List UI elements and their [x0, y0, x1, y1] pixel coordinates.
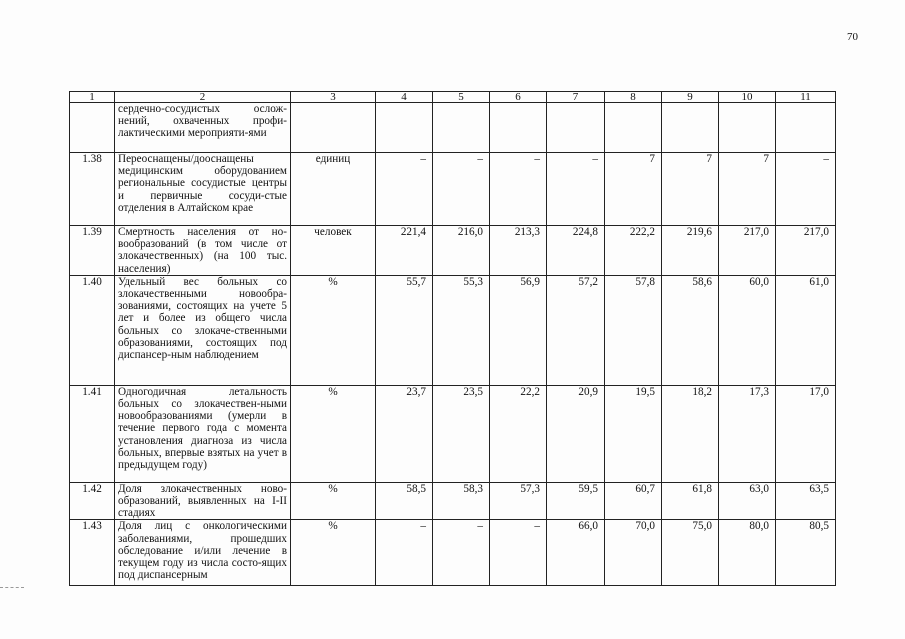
table-row	[70, 482, 836, 520]
value-cell: 219,6	[662, 226, 719, 276]
table-row	[70, 275, 836, 385]
unit: единиц	[291, 153, 376, 226]
value-cell: 63,5	[776, 482, 836, 520]
value-cell: 17,0	[776, 385, 836, 482]
value-cell: 213,3	[490, 226, 547, 276]
indicator-name: сердечно-сосудистых ослож-нений, охваченных профи-лактическими мероприяти-ями	[115, 103, 291, 153]
value-cell: –	[433, 520, 490, 586]
value-cell: 60,0	[719, 275, 776, 385]
value-cell	[719, 103, 776, 153]
value-cell: 20,9	[547, 385, 605, 482]
value-cell	[433, 103, 490, 153]
unit: %	[291, 520, 376, 586]
table-row	[70, 385, 836, 482]
value-cell: 221,4	[376, 226, 433, 276]
row-number: 1.39	[70, 226, 115, 276]
value-cell: 58,5	[376, 482, 433, 520]
value-cell: 217,0	[776, 226, 836, 276]
column-header: 5	[433, 92, 490, 103]
scan-artifact	[0, 587, 24, 590]
page-number: 70	[847, 31, 858, 43]
column-header: 11	[776, 92, 836, 103]
value-cell	[776, 103, 836, 153]
row-number: 1.38	[70, 153, 115, 226]
value-cell: 19,5	[605, 385, 662, 482]
value-cell: 58,6	[662, 275, 719, 385]
value-cell: 58,3	[433, 482, 490, 520]
value-cell: 80,0	[719, 520, 776, 586]
value-cell: 80,5	[776, 520, 836, 586]
column-header: 8	[605, 92, 662, 103]
value-cell: 23,7	[376, 385, 433, 482]
header-row	[70, 92, 836, 103]
value-cell: 18,2	[662, 385, 719, 482]
value-cell: 59,5	[547, 482, 605, 520]
value-cell: 22,2	[490, 385, 547, 482]
value-cell	[490, 103, 547, 153]
indicator-name: Удельный вес больных со злокачественными новообра-зованиями, состоящих на учете 5 лет и более из общего числа больных со злокаче-ственными образованиями, состоящих под диспансер-ным наблюдением	[115, 275, 291, 385]
row-number: 1.43	[70, 520, 115, 586]
value-cell: 75,0	[662, 520, 719, 586]
value-cell: 7	[605, 153, 662, 226]
value-cell: 222,2	[605, 226, 662, 276]
column-header: 3	[291, 92, 376, 103]
value-cell	[605, 103, 662, 153]
value-cell: –	[490, 520, 547, 586]
value-cell: 57,3	[490, 482, 547, 520]
row-number: 1.40	[70, 275, 115, 385]
row-number	[70, 103, 115, 153]
value-cell: 216,0	[433, 226, 490, 276]
indicator-name: Переоснащены/дооснащены медицинским оборудованием региональные сосудистые центры и первичные сосуди-стые отделения в Алтайском крае	[115, 153, 291, 226]
value-cell: 61,8	[662, 482, 719, 520]
value-cell: 60,7	[605, 482, 662, 520]
table-row	[70, 103, 836, 153]
value-cell: 217,0	[719, 226, 776, 276]
indicator-name: Смертность населения от но-вообразований (в том числе от злокачественных) (на 100 тыс. населения)	[115, 226, 291, 276]
indicator-name: Доля лиц с онкологическими заболеваниями, прошедших обследование и/или лечение в текущем году из числа состо-ящих под диспансерным	[115, 520, 291, 586]
value-cell: –	[376, 520, 433, 586]
value-cell: 63,0	[719, 482, 776, 520]
value-cell: –	[376, 153, 433, 226]
indicators-table	[69, 91, 836, 586]
value-cell	[547, 103, 605, 153]
value-cell: 7	[719, 153, 776, 226]
row-number: 1.41	[70, 385, 115, 482]
value-cell: 55,3	[433, 275, 490, 385]
column-header: 4	[376, 92, 433, 103]
column-header: 10	[719, 92, 776, 103]
value-cell: 7	[662, 153, 719, 226]
value-cell: 70,0	[605, 520, 662, 586]
column-header: 6	[490, 92, 547, 103]
unit	[291, 103, 376, 153]
value-cell: 57,2	[547, 275, 605, 385]
column-header: 2	[115, 92, 291, 103]
value-cell: 224,8	[547, 226, 605, 276]
value-cell	[662, 103, 719, 153]
indicator-name: Доля злокачественных ново-образований, выявленных на I-II стадиях	[115, 482, 291, 520]
value-cell: 55,7	[376, 275, 433, 385]
value-cell: –	[433, 153, 490, 226]
table-row	[70, 153, 836, 226]
column-header: 9	[662, 92, 719, 103]
value-cell: 66,0	[547, 520, 605, 586]
table-row	[70, 520, 836, 586]
column-header: 7	[547, 92, 605, 103]
value-cell: –	[490, 153, 547, 226]
value-cell: –	[547, 153, 605, 226]
value-cell: 23,5	[433, 385, 490, 482]
value-cell	[376, 103, 433, 153]
table-row	[70, 226, 836, 276]
value-cell: 17,3	[719, 385, 776, 482]
unit: %	[291, 275, 376, 385]
unit: человек	[291, 226, 376, 276]
unit: %	[291, 482, 376, 520]
value-cell: –	[776, 153, 836, 226]
column-header: 1	[70, 92, 115, 103]
value-cell: 56,9	[490, 275, 547, 385]
row-number: 1.42	[70, 482, 115, 520]
value-cell: 61,0	[776, 275, 836, 385]
value-cell: 57,8	[605, 275, 662, 385]
unit: %	[291, 385, 376, 482]
indicator-name: Одногодичная летальность больных со злокачествен-ными новообразованиями (умерли в течение первого года с момента установления диагноза из числа больных, впервые взятых на учет в предыдущем году)	[115, 385, 291, 482]
